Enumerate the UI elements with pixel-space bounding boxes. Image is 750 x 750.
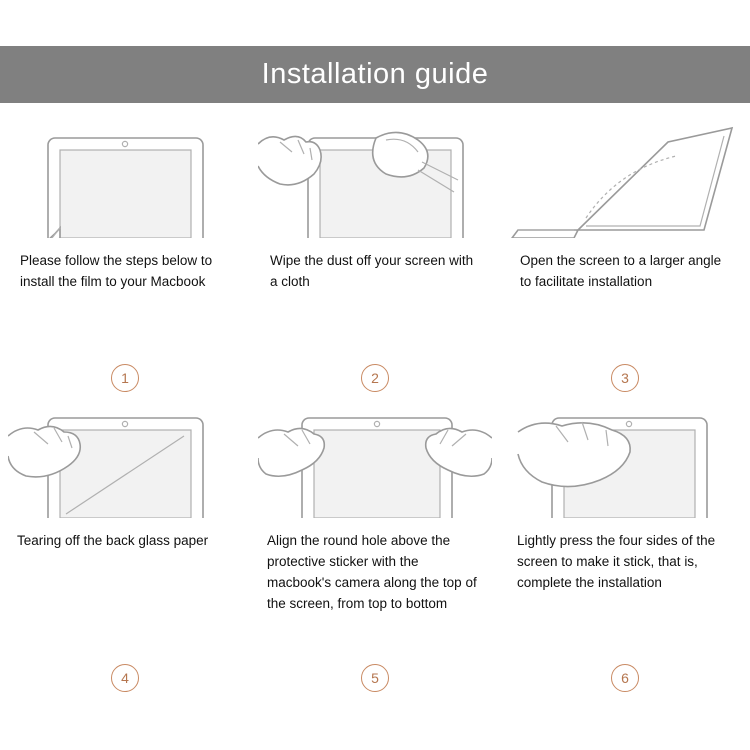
step-number-4: 4 (111, 664, 139, 692)
step-card-6 (500, 398, 750, 698)
step-card-4 (0, 398, 250, 698)
step-number-wrap-4 (8, 664, 242, 698)
step-number-wrap-5 (258, 664, 492, 698)
hand-peeling-back-paper-icon (8, 398, 242, 518)
laptop-screen-with-peeling-film-icon (8, 118, 242, 238)
step-caption-4: Tearing off the back glass paper (17, 533, 209, 548)
step-caption-5: Align the round hole above the protective sticker with the macbook's camera along the top of the screen, from top to bottom (267, 533, 477, 611)
step-number-5: 5 (361, 664, 389, 692)
step-caption-6: Lightly press the four sides of the screen to make it stick, that is, complete the installation (517, 533, 716, 590)
step-number-wrap-3 (508, 364, 742, 398)
two-hands-aligning-film-icon (258, 398, 492, 518)
header-banner (0, 46, 750, 103)
step-number-wrap-2 (258, 364, 492, 398)
step-card-1 (0, 118, 250, 398)
page-title: Installation guide (261, 58, 489, 90)
open-laptop-angle-icon (508, 118, 742, 238)
step-number-2: 2 (361, 364, 389, 392)
step-number-wrap-1 (8, 364, 242, 398)
step-number-3: 3 (611, 364, 639, 392)
step-card-3 (500, 118, 750, 398)
hand-pressing-screen-icon (508, 398, 742, 518)
step-caption-3: Open the screen to a larger angle to facilitate installation (520, 253, 722, 289)
step-card-2 (250, 118, 500, 398)
step-number-1: 1 (111, 364, 139, 392)
step-number-6: 6 (611, 664, 639, 692)
step-card-5 (250, 398, 500, 698)
hand-wiping-screen-with-cloth-icon (258, 118, 492, 238)
step-caption-1: Please follow the steps below to install the film to your Macbook (20, 253, 213, 289)
step-number-wrap-6 (508, 664, 742, 698)
steps-grid (0, 118, 750, 698)
step-caption-2: Wipe the dust off your screen with a cloth (270, 253, 474, 289)
